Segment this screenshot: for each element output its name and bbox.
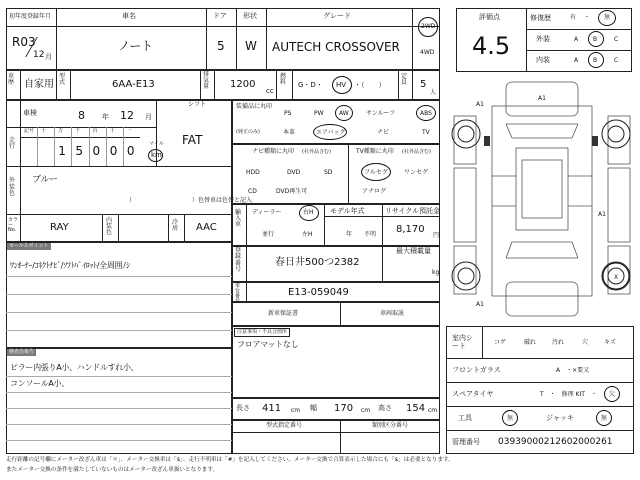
import-dealer: ディーラー [252,209,282,216]
drive-4wd: 4WD [420,49,435,56]
import-label: 輸入車 [235,209,242,228]
displacement: 1200 [230,79,256,90]
navi-dvd: DVD [287,169,301,176]
fuel-options: G・D・ [298,81,323,89]
windshield-value: A ・×要又 [556,367,590,374]
mark-left-front-a1: A1 [476,101,484,108]
mileage-digit-1: 5 [75,144,84,158]
exterior-label: 外装色 [9,177,16,198]
interior-grade-label: 内装 [536,56,550,64]
mgmt-label: 管理番号 [452,438,480,446]
windshield-label: フロントガラス [452,366,501,374]
capacity: 5 [420,79,427,90]
class-number-label: 類別区分番号 [372,422,409,429]
recycle-yen: 円 [433,232,440,239]
chassis-label: 車台番号 [235,283,241,304]
equip-aw: AW [339,110,349,117]
navi-label: ナビ種類に丸印 [252,148,295,155]
exterior-grade-b: B [593,36,598,43]
navi-dvd-play: DVD再生可 [276,188,308,195]
ac-value: AAC [196,222,217,233]
left-block [6,100,232,242]
inspection-month-unit: 月 [145,113,152,121]
navi-hdd: HDD [246,169,260,176]
import-left: 左H [302,231,313,238]
equip-leather: 本革 [283,129,296,136]
tools-none: 無 [507,415,514,422]
exterior-color: ブルー [32,175,58,185]
width-unit: cm [361,407,371,414]
recycle-label: リサイクル預託金 [385,207,441,215]
manual-label: 車両取説 [380,310,405,317]
mark-left-rear-a1: A1 [476,301,484,308]
shape-label: 形状 [243,12,257,20]
exterior-grade-a: A [574,36,579,43]
mileage-label: 走行 [9,137,16,150]
warranty-box [232,302,440,326]
mark-right-a1: A1 [598,211,606,218]
max-load-label: 最大積載量 [396,247,431,255]
seat-label: 室内シート [452,334,473,351]
mileage-header-0: 記号 [24,128,35,134]
mileage-header-6: 一 [126,128,132,134]
inspection-month: 12 [120,109,134,122]
exterior-grade-c: C [614,36,619,43]
width-label: 幅 [310,404,317,412]
tv-label: TV種類に丸印 [356,148,394,155]
seat-item-5: キズ [604,339,616,346]
grade-value: AUTECH CROSSOVER [272,40,400,54]
height-unit: cm [428,407,438,414]
color-code: RAY [50,222,69,233]
caution-label: 注意事項・不具合箇所 [234,328,290,337]
fuel-paren: ・（ ） [354,81,386,89]
first-reg-label: 初年度登録年月 [9,13,52,20]
spare-label: スペアタイヤ [452,390,494,398]
interior-grade-a: A [574,57,579,64]
repair-yes: 有 [570,14,577,21]
height-label: 高さ [378,404,392,412]
mile-label: マイル [149,141,164,147]
equipment-sublabel: (純正のみ) [236,129,260,135]
type-number-label: 型式指定番号 [266,422,303,429]
cc-unit: cc [266,87,274,95]
sales-points-box [6,242,232,348]
repair-no: 無 [604,14,611,21]
shape-value: W [245,39,257,53]
category: 自家用 [24,79,54,90]
drive-2wd: 2WD [421,23,436,30]
tv-oneseg: ワンセグ [404,169,429,176]
footer-line-1: 走行距離の記号欄にメーター改ざん車は「＊」、メーター交換車は「$」、走行不明車は「#」を記入してください。メーター交換で合算表示した場合にも「$」は必要となります。 [6,457,454,463]
exterior-note: （ ）色替車は色替と記入 [126,197,253,204]
seat-item-2: 破れ [524,339,537,346]
model: 6AA-E13 [112,79,155,90]
inspection-label: 車検 [23,109,37,117]
navi-sublabel: (社外品含む) [302,149,331,155]
inspector-note-line-1: ピラー内張りA小、ハンドルすれ小、 [10,363,139,372]
mark-front-a1: A1 [538,95,546,102]
import-right: 右H [303,209,314,216]
length-label: 長さ [236,404,250,412]
model-year-unit: 年 [346,231,353,238]
category-label: 車歴 [8,73,15,86]
repair-sep: ・ [584,14,591,21]
grade-label: グレード [323,12,351,20]
equip-abs: ABS [420,110,432,117]
first-reg-month-unit: 月 [45,53,52,61]
equipment-label: 装備品に丸印 [236,103,273,110]
interior-grade-c: C [614,57,619,64]
equip-tv: TV [422,129,430,136]
inspection-year-unit: 年 [102,113,109,121]
ac-label: 冷房 [172,219,179,232]
mileage-digit-4: 0 [126,144,135,158]
width-value: 170 [334,403,354,414]
model-year-label: モデル年式 [330,207,365,215]
length-unit: cm [291,407,301,414]
tv-sublabel: (社外品含む) [402,149,431,155]
model-year-value: 不明 [364,231,377,238]
fuel-label: 燃料 [280,73,287,86]
navi-sd: SD [324,169,333,176]
warranty-label: 新車保証書 [268,310,299,317]
score-label: 評価点 [479,13,500,21]
interior-label: 内装色 [106,217,113,236]
import-parallel: 並行 [262,231,275,238]
km-label: km [151,151,162,159]
equip-sunroof: サンルーフ [366,110,396,117]
first-reg-year: R03 [12,35,36,49]
seat-item-4: 穴 [582,339,589,346]
jack-none: 無 [601,415,608,422]
caution-text: フロアマットなし [237,340,299,349]
mileage-header-1: 十 [41,128,47,134]
mileage-header-3: 千 [75,128,81,134]
car-name: ノート [118,39,153,53]
equip-ps: PS [284,110,292,117]
navi-cd: CD [248,188,257,195]
car-name-label: 車名 [122,12,136,20]
seat-item-3: 汚れ [552,339,565,346]
exterior-grade-label: 外装 [536,35,550,43]
color-code-label: カラーNo. [8,217,19,233]
door-label: ドア [213,12,227,20]
sales-points-text: ﾜﾝｵｰﾅｰ/ｺﾈｸﾄﾅﾋﾞ/ｿﾌﾄﾊﾟｲﾛｯﾄ/全周囲ﾉｼ [10,261,130,270]
registration-label: 登録番号 [235,247,242,273]
chassis-number: E13-059049 [288,287,349,298]
length-value: 411 [262,403,282,414]
seat-item-1: コゲ [494,339,507,346]
max-load-unit: kg [432,269,440,276]
inspector-note-line-2: コンソールA小、 [10,379,69,388]
mileage-header-5: 十 [109,128,115,134]
registration-number: 春日井500つ2382 [275,257,360,268]
mileage-digit-2: 0 [92,144,101,158]
mileage-header-4: 百 [92,128,98,134]
displacement-label: 排気量 [203,71,210,90]
inspection-year: 8 [78,109,85,122]
mark-x: X [614,274,619,281]
car-damage-diagram [446,76,636,326]
door-count: 5 [217,39,225,53]
spare-none: 欠 [609,391,616,398]
mgmt-number: 03939000212602000261 [498,437,613,447]
equip-pw: PW [314,110,324,117]
mileage-digit-3: 0 [109,144,118,158]
equip-navi: ナビ [377,129,390,136]
score-value: 4.5 [472,32,511,60]
inspector-notes-label: 検査員報告 [9,349,35,355]
equip-airbag: エアバッグ [316,129,346,136]
interior-grade-b: B [593,57,598,64]
tv-fullseg: フルセグ [364,169,388,176]
tools-label: 工具 [458,414,472,422]
mileage-header-2: 万 [58,128,64,134]
first-reg-month: 12 [33,50,45,60]
fuel-hv: HV [336,81,347,89]
capacity-unit: 人 [430,89,437,96]
jack-label: ジャッキ [546,414,574,422]
type-class-box [232,420,440,454]
shift-label: シフト [188,101,207,108]
sales-points-label: セールスポイント [9,243,49,249]
repair-label: 修復歴 [530,14,551,22]
capacity-label: 定員 [401,73,408,86]
height-value: 154 [406,403,426,414]
tv-analog: アナログ [362,188,387,195]
shift: FAT [182,133,203,147]
mileage-digit-0: 1 [58,144,66,158]
spare-value: T ・ 修理 KIT ・ [540,391,597,398]
footer-line-2: またメーター交換の条件を満たしていないものはメーター改ざん車扱いとなります。 [6,467,219,473]
recycle-value: 8,170 [396,224,425,235]
model-label: 型式 [59,73,66,86]
